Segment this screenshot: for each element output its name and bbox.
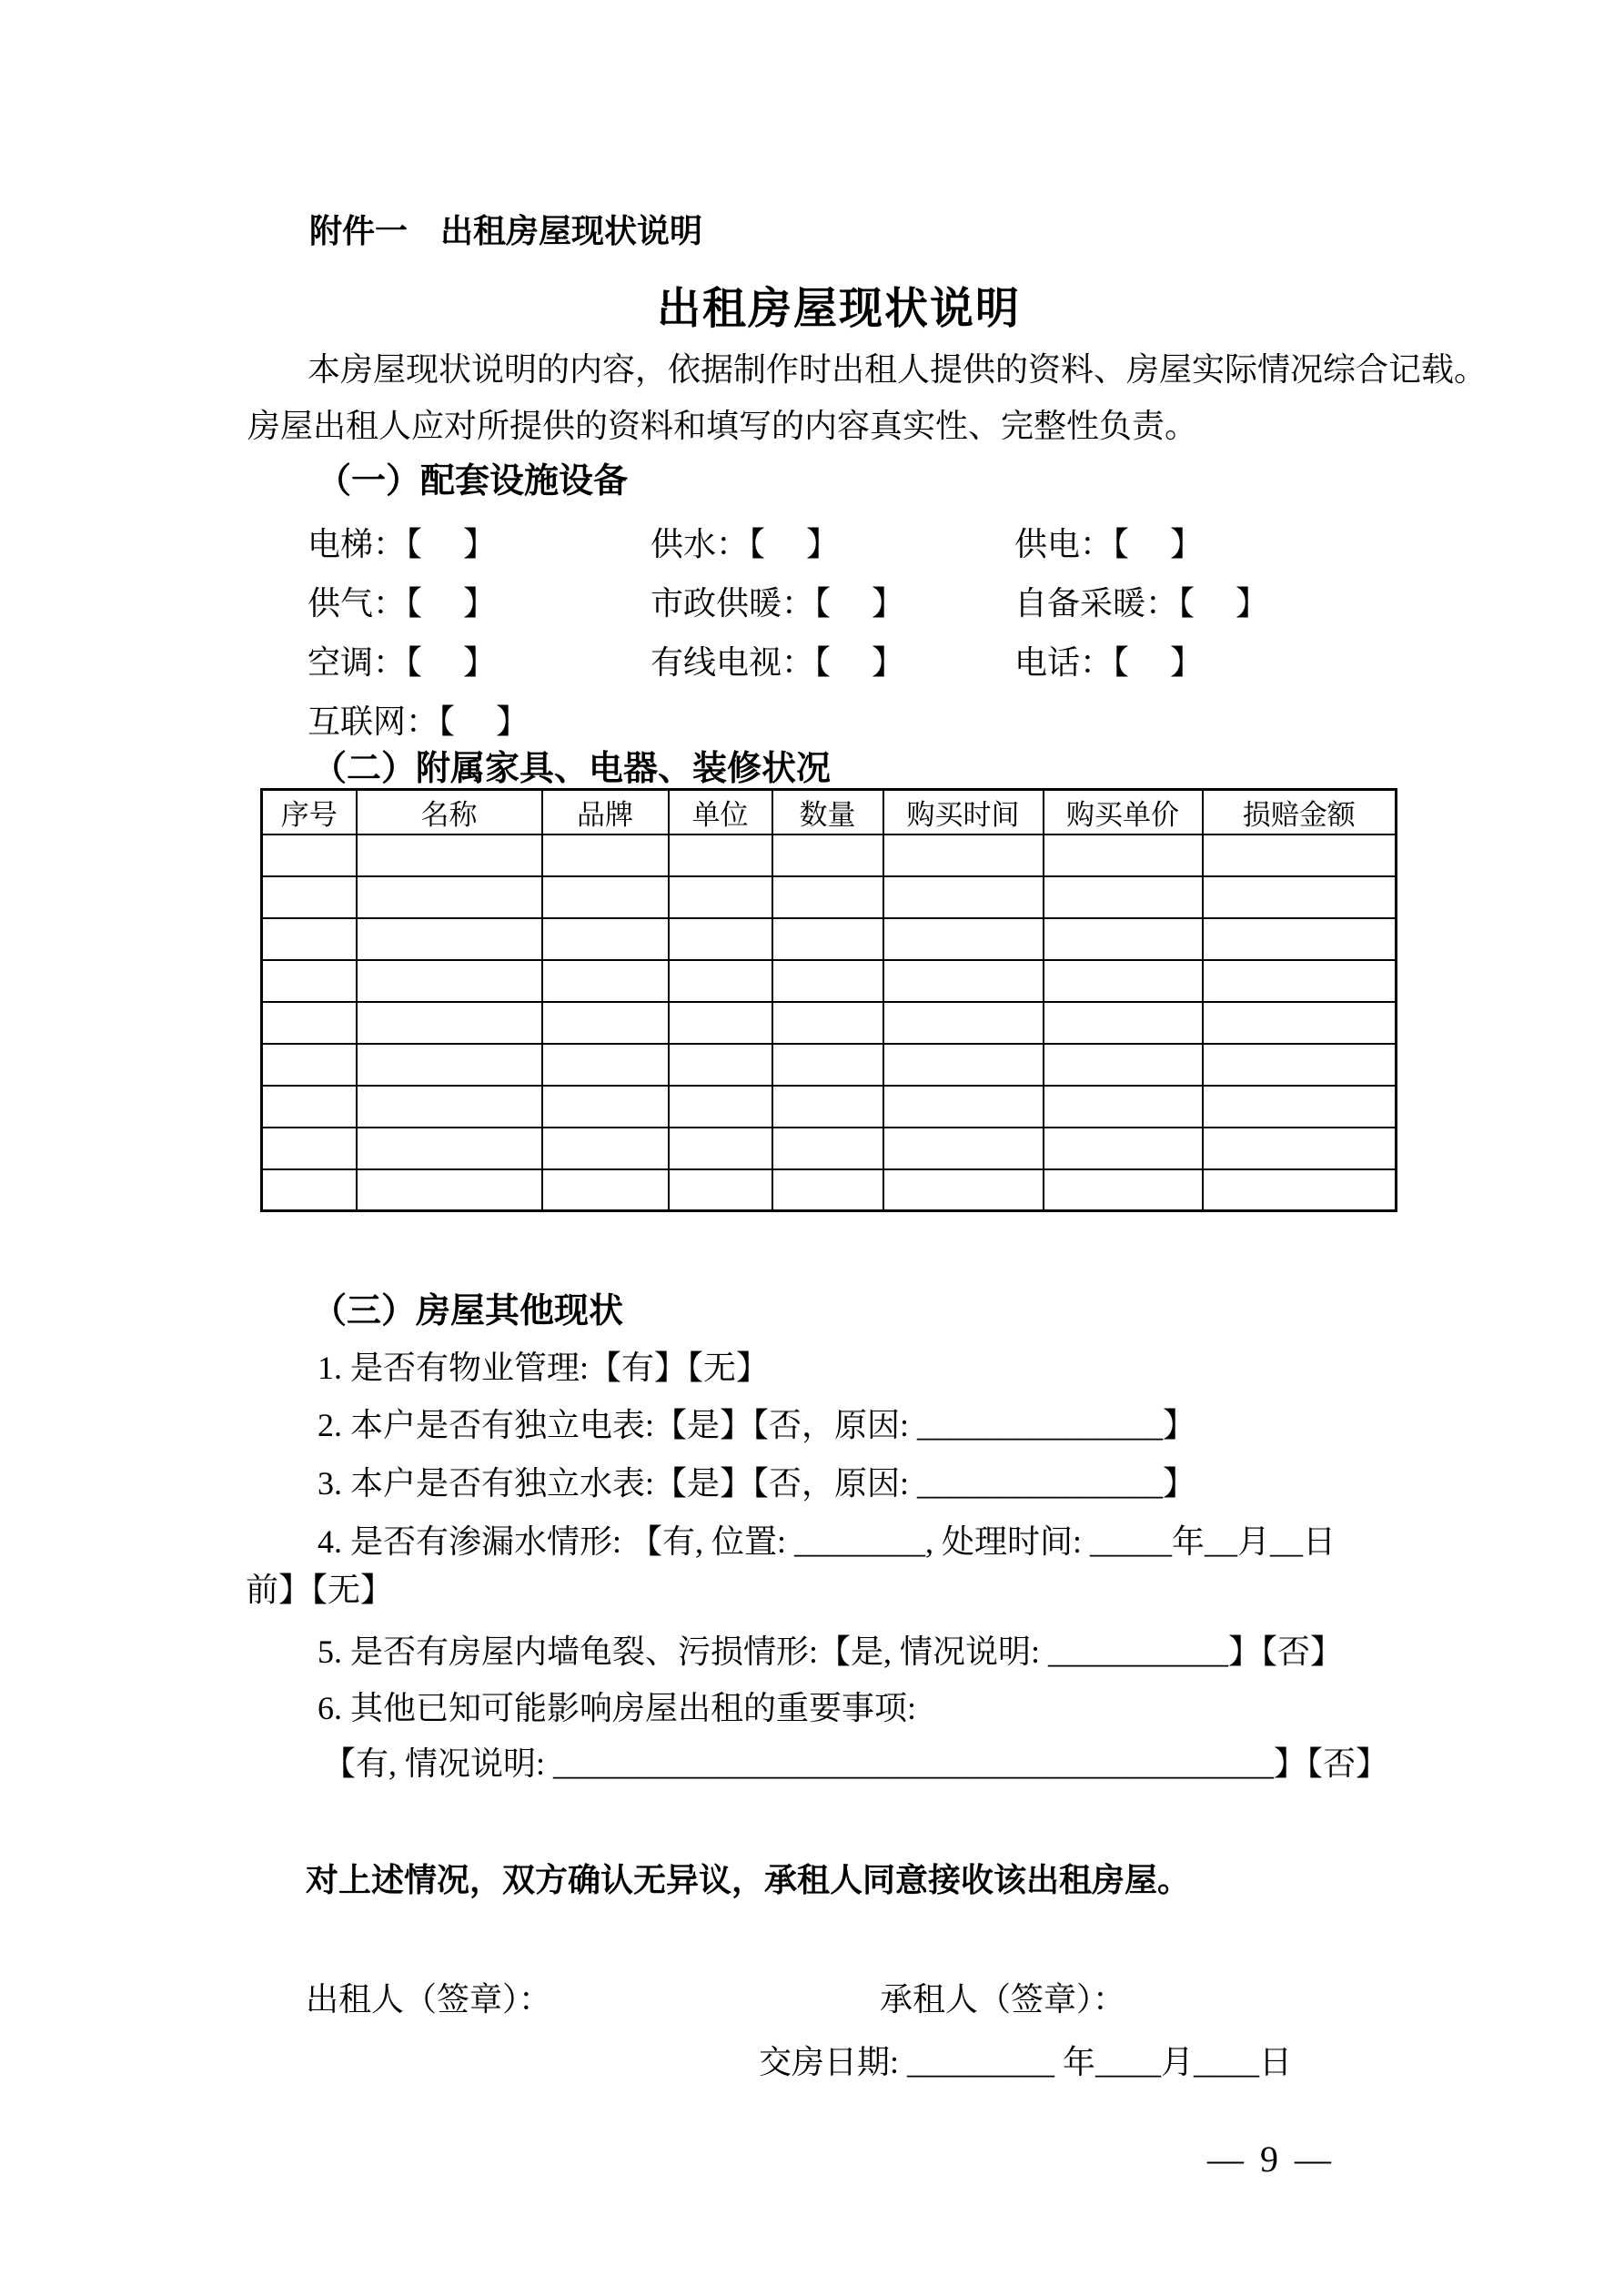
- empty-cell: [1203, 1044, 1397, 1086]
- equipment-item-self-heating: 自备采暖：【 】: [1014, 585, 1269, 622]
- col-header-damage-amount: 损赔金额: [1203, 790, 1397, 834]
- section2-heading: （二）附属家具、电器、装修状况: [312, 750, 832, 788]
- empty-cell: [1044, 918, 1203, 960]
- empty-cell: [772, 1002, 883, 1044]
- item-property-management: 1. 是否有物业管理:【有】【无】: [318, 1350, 770, 1386]
- empty-cell: [542, 834, 669, 876]
- equipment-item-internet: 互联网：【 】: [308, 703, 530, 740]
- empty-cell: [542, 1169, 669, 1211]
- equipment-item-water-supply: 供水：【 】: [651, 526, 840, 562]
- empty-cell: [1203, 876, 1397, 918]
- furniture-appliance-table: [260, 788, 1397, 1212]
- intro-paragraph-line1: 本房屋现状说明的内容，依据制作时出租人提供的资料、房屋实际情况综合记载。: [308, 351, 1488, 388]
- col-header-brand: 品牌: [542, 790, 669, 834]
- section1-heading: （一）配套设施设备: [317, 462, 629, 501]
- table-header-row: [262, 790, 1397, 834]
- lessee-signature-label: 承租人（签章）：: [880, 1981, 1126, 2018]
- empty-cell: [1044, 1086, 1203, 1128]
- delivery-date-label: 交房日期: _________ 年____月____日: [759, 2044, 1293, 2080]
- item-other-important-matters: 6. 其他已知可能影响房屋出租的重要事项:: [318, 1690, 917, 1726]
- empty-cell: [1203, 960, 1397, 1002]
- empty-cell: [772, 876, 883, 918]
- empty-cell: [357, 834, 542, 876]
- equipment-item-gas-supply: 供气：【 】: [308, 585, 497, 622]
- empty-cell: [669, 1086, 772, 1128]
- empty-cell: [262, 1169, 357, 1211]
- empty-cell: [883, 876, 1044, 918]
- empty-cell: [883, 1169, 1044, 1211]
- section3-heading: （三）房屋其他现状: [312, 1292, 624, 1330]
- empty-cell: [1203, 1002, 1397, 1044]
- empty-cell: [1044, 960, 1203, 1002]
- table-row: [262, 876, 1397, 918]
- empty-cell: [669, 1128, 772, 1169]
- empty-cell: [357, 1044, 542, 1086]
- empty-cell: [772, 1086, 883, 1128]
- intro-paragraph-line2: 房屋出租人应对所提供的资料和填写的内容真实性、完整性负责。: [247, 408, 1198, 444]
- empty-cell: [262, 1128, 357, 1169]
- equipment-item-power-supply: 供电：【 】: [1014, 526, 1204, 562]
- empty-cell: [542, 918, 669, 960]
- col-header-index: 序号: [262, 790, 357, 834]
- empty-cell: [1044, 1128, 1203, 1169]
- empty-cell: [262, 876, 357, 918]
- empty-cell: [542, 1044, 669, 1086]
- table-row: [262, 960, 1397, 1002]
- item-other-matters-detail: 【有, 情况说明: ____________________________________________】【否】: [323, 1745, 1389, 1782]
- table-row: [262, 1086, 1397, 1128]
- empty-cell: [542, 876, 669, 918]
- empty-cell: [772, 834, 883, 876]
- col-header-purchase-price: 购买单价: [1044, 790, 1203, 834]
- empty-cell: [357, 876, 542, 918]
- empty-cell: [1203, 1128, 1397, 1169]
- empty-cell: [262, 960, 357, 1002]
- empty-cell: [357, 1086, 542, 1128]
- table-row: [262, 834, 1397, 876]
- empty-cell: [883, 1086, 1044, 1128]
- empty-cell: [357, 918, 542, 960]
- col-header-quantity: 数量: [772, 790, 883, 834]
- table-row: [262, 1002, 1397, 1044]
- empty-cell: [262, 834, 357, 876]
- page-title: 出租房屋现状说明: [657, 285, 1022, 333]
- equipment-item-cable-tv: 有线电视：【 】: [651, 644, 905, 681]
- item-wall-crack-stain: 5. 是否有房屋内墙龟裂、污损情形:【是, 情况说明: ___________】【否】: [318, 1633, 1344, 1670]
- empty-cell: [1044, 834, 1203, 876]
- col-header-purchase-time: 购买时间: [883, 790, 1044, 834]
- empty-cell: [542, 960, 669, 1002]
- empty-cell: [357, 1128, 542, 1169]
- empty-cell: [669, 834, 772, 876]
- empty-cell: [669, 876, 772, 918]
- item-water-leakage-line1: 4. 是否有渗漏水情形: 【有, 位置: ________, 处理时间: _____年__月__日: [318, 1523, 1337, 1560]
- equipment-item-city-heating: 市政供暖：【 】: [651, 585, 905, 622]
- table-row: [262, 918, 1397, 960]
- empty-cell: [772, 918, 883, 960]
- empty-cell: [1044, 1044, 1203, 1086]
- page-number: — 9 —: [1207, 2139, 1335, 2180]
- empty-cell: [669, 1169, 772, 1211]
- empty-cell: [772, 1044, 883, 1086]
- empty-cell: [1203, 834, 1397, 876]
- col-header-name: 名称: [357, 790, 542, 834]
- item-water-leakage-line2: 前】【无】: [246, 1572, 394, 1608]
- empty-cell: [883, 834, 1044, 876]
- equipment-item-telephone: 电话：【 】: [1014, 644, 1204, 681]
- empty-cell: [1044, 876, 1203, 918]
- empty-cell: [542, 1002, 669, 1044]
- empty-cell: [772, 1128, 883, 1169]
- item-independent-water-meter: 3. 本户是否有独立水表:【是】【否，原因: _______________】: [318, 1465, 1196, 1502]
- lessor-signature-label: 出租人（签章）：: [306, 1981, 552, 2018]
- empty-cell: [669, 960, 772, 1002]
- empty-cell: [262, 1002, 357, 1044]
- equipment-item-air-conditioner: 空调：【 】: [308, 644, 497, 681]
- empty-cell: [883, 960, 1044, 1002]
- empty-cell: [1044, 1169, 1203, 1211]
- empty-cell: [883, 1128, 1044, 1169]
- empty-cell: [669, 918, 772, 960]
- empty-cell: [262, 1086, 357, 1128]
- confirmation-statement: 对上述情况，双方确认无异议，承租人同意接收该出租房屋。: [306, 1862, 1191, 1898]
- empty-cell: [883, 1002, 1044, 1044]
- empty-cell: [262, 918, 357, 960]
- table-row: [262, 1169, 1397, 1211]
- empty-cell: [1203, 918, 1397, 960]
- attachment-label: 附件一 出租房屋现状说明: [309, 213, 703, 249]
- empty-cell: [669, 1044, 772, 1086]
- empty-cell: [542, 1128, 669, 1169]
- table-row: [262, 1044, 1397, 1086]
- empty-cell: [262, 1044, 357, 1086]
- item-independent-power-meter: 2. 本户是否有独立电表:【是】【否，原因: _______________】: [318, 1407, 1196, 1443]
- empty-cell: [772, 960, 883, 1002]
- empty-cell: [883, 1044, 1044, 1086]
- empty-cell: [1203, 1169, 1397, 1211]
- empty-cell: [883, 918, 1044, 960]
- empty-cell: [669, 1002, 772, 1044]
- equipment-item-elevator: 电梯：【 】: [308, 526, 497, 562]
- col-header-unit: 单位: [669, 790, 772, 834]
- empty-cell: [1203, 1086, 1397, 1128]
- empty-cell: [357, 960, 542, 1002]
- empty-cell: [357, 1169, 542, 1211]
- table-row: [262, 1128, 1397, 1169]
- empty-cell: [1044, 1002, 1203, 1044]
- empty-cell: [542, 1086, 669, 1128]
- empty-cell: [357, 1002, 542, 1044]
- empty-cell: [772, 1169, 883, 1211]
